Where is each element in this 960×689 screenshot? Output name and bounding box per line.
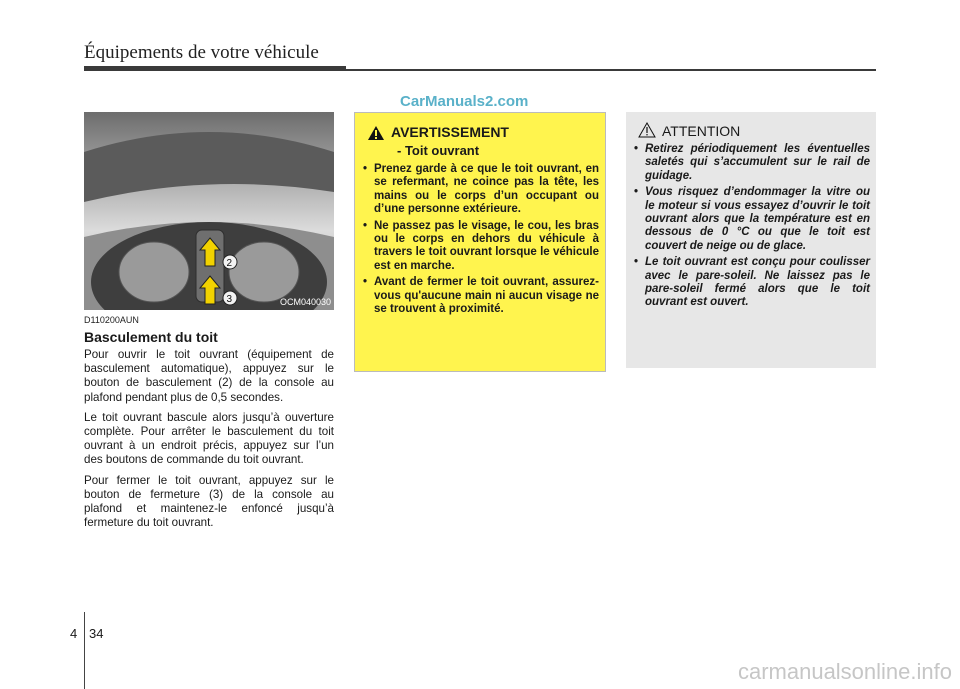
attention-box bbox=[626, 112, 876, 368]
section-code: D110200AUN bbox=[84, 315, 139, 325]
footer-watermark[interactable]: carmanualsonline.info bbox=[737, 659, 952, 684]
warning-box bbox=[354, 112, 606, 372]
warning-list bbox=[361, 163, 599, 319]
warning-subtitle: - Toit ouvrant bbox=[397, 143, 480, 158]
console-illustration bbox=[84, 112, 334, 310]
header-rule-thick bbox=[84, 66, 346, 71]
warning-triangle-icon bbox=[367, 125, 385, 141]
section-body bbox=[84, 348, 334, 536]
watermark-link[interactable]: CarManuals2.com bbox=[400, 93, 529, 110]
header-rule-thin bbox=[346, 69, 876, 71]
section-heading: Basculement du toit bbox=[84, 329, 218, 345]
caution-triangle-icon bbox=[638, 122, 656, 138]
photo-code: OCM040030 bbox=[279, 297, 331, 307]
attention-title: ATTENTION bbox=[662, 123, 741, 139]
page-header-title: Équipements de votre véhicule bbox=[84, 42, 319, 63]
callout-3: 3 bbox=[226, 294, 233, 305]
body-paragraph: Pour fermer le toit ouvrant, appuyez sur le bouton de fermeture (3) de la console au plafond et maintenez-le enfoncé jusqu’à fermeture du toit ouvrant. bbox=[84, 473, 334, 530]
chapter-number: 4 bbox=[70, 626, 78, 641]
attention-item: • Le toit ouvrant est conçu pour coulisser avec le pare-soleil. Ne laissez pas le pare-soleil fermé alors que le toit ouvrant est ouvert. bbox=[632, 256, 870, 310]
warning-title: AVERTISSEMENT bbox=[391, 124, 509, 140]
warning-item: • Prenez garde à ce que le toit ouvrant, en se refermant, ne coince pas la tête, les mains ou le corps d’un occupant ou d’une personne extérieure. bbox=[361, 163, 599, 217]
warning-item: • Ne passez pas le visage, le cou, les bras ou le corps en dehors du véhicule à travers le toit ouvrant lorsque le véhicule est en marche. bbox=[361, 220, 599, 274]
attention-list bbox=[632, 143, 870, 313]
body-paragraph: Le toit ouvrant bascule alors jusqu’à ouverture complète. Pour arrêter le basculement du toit ouvrant à un endroit précis, appuyez sur l’un des boutons de commande du toit ouvrant. bbox=[84, 410, 334, 467]
body-paragraph: Pour ouvrir le toit ouvrant (équipement de basculement automatique), appuyez sur le bouton de basculement (2) de la console au plafond pendant plus de 0,5 secondes. bbox=[84, 348, 334, 404]
page-number: 34 bbox=[89, 626, 104, 641]
attention-item: • Retirez périodiquement les éventuelles saletés qui s’accumulent sur le rail de guidage. bbox=[632, 143, 870, 183]
overhead-console-photo bbox=[84, 112, 334, 310]
warning-item: • Avant de fermer le toit ouvrant, assurez-vous qu'aucune main ni aucun visage ne se trouvent à proximité. bbox=[361, 276, 599, 316]
attention-item: • Vous risquez d’endommager la vitre ou le moteur si vous essayez d’ouvrir le toit ouvrant alors que la température est en dessous de 0 °C ou que le toit est couvert de neige ou de glace. bbox=[632, 186, 870, 253]
footer-rule bbox=[84, 612, 85, 689]
callout-2: 2 bbox=[226, 258, 233, 269]
